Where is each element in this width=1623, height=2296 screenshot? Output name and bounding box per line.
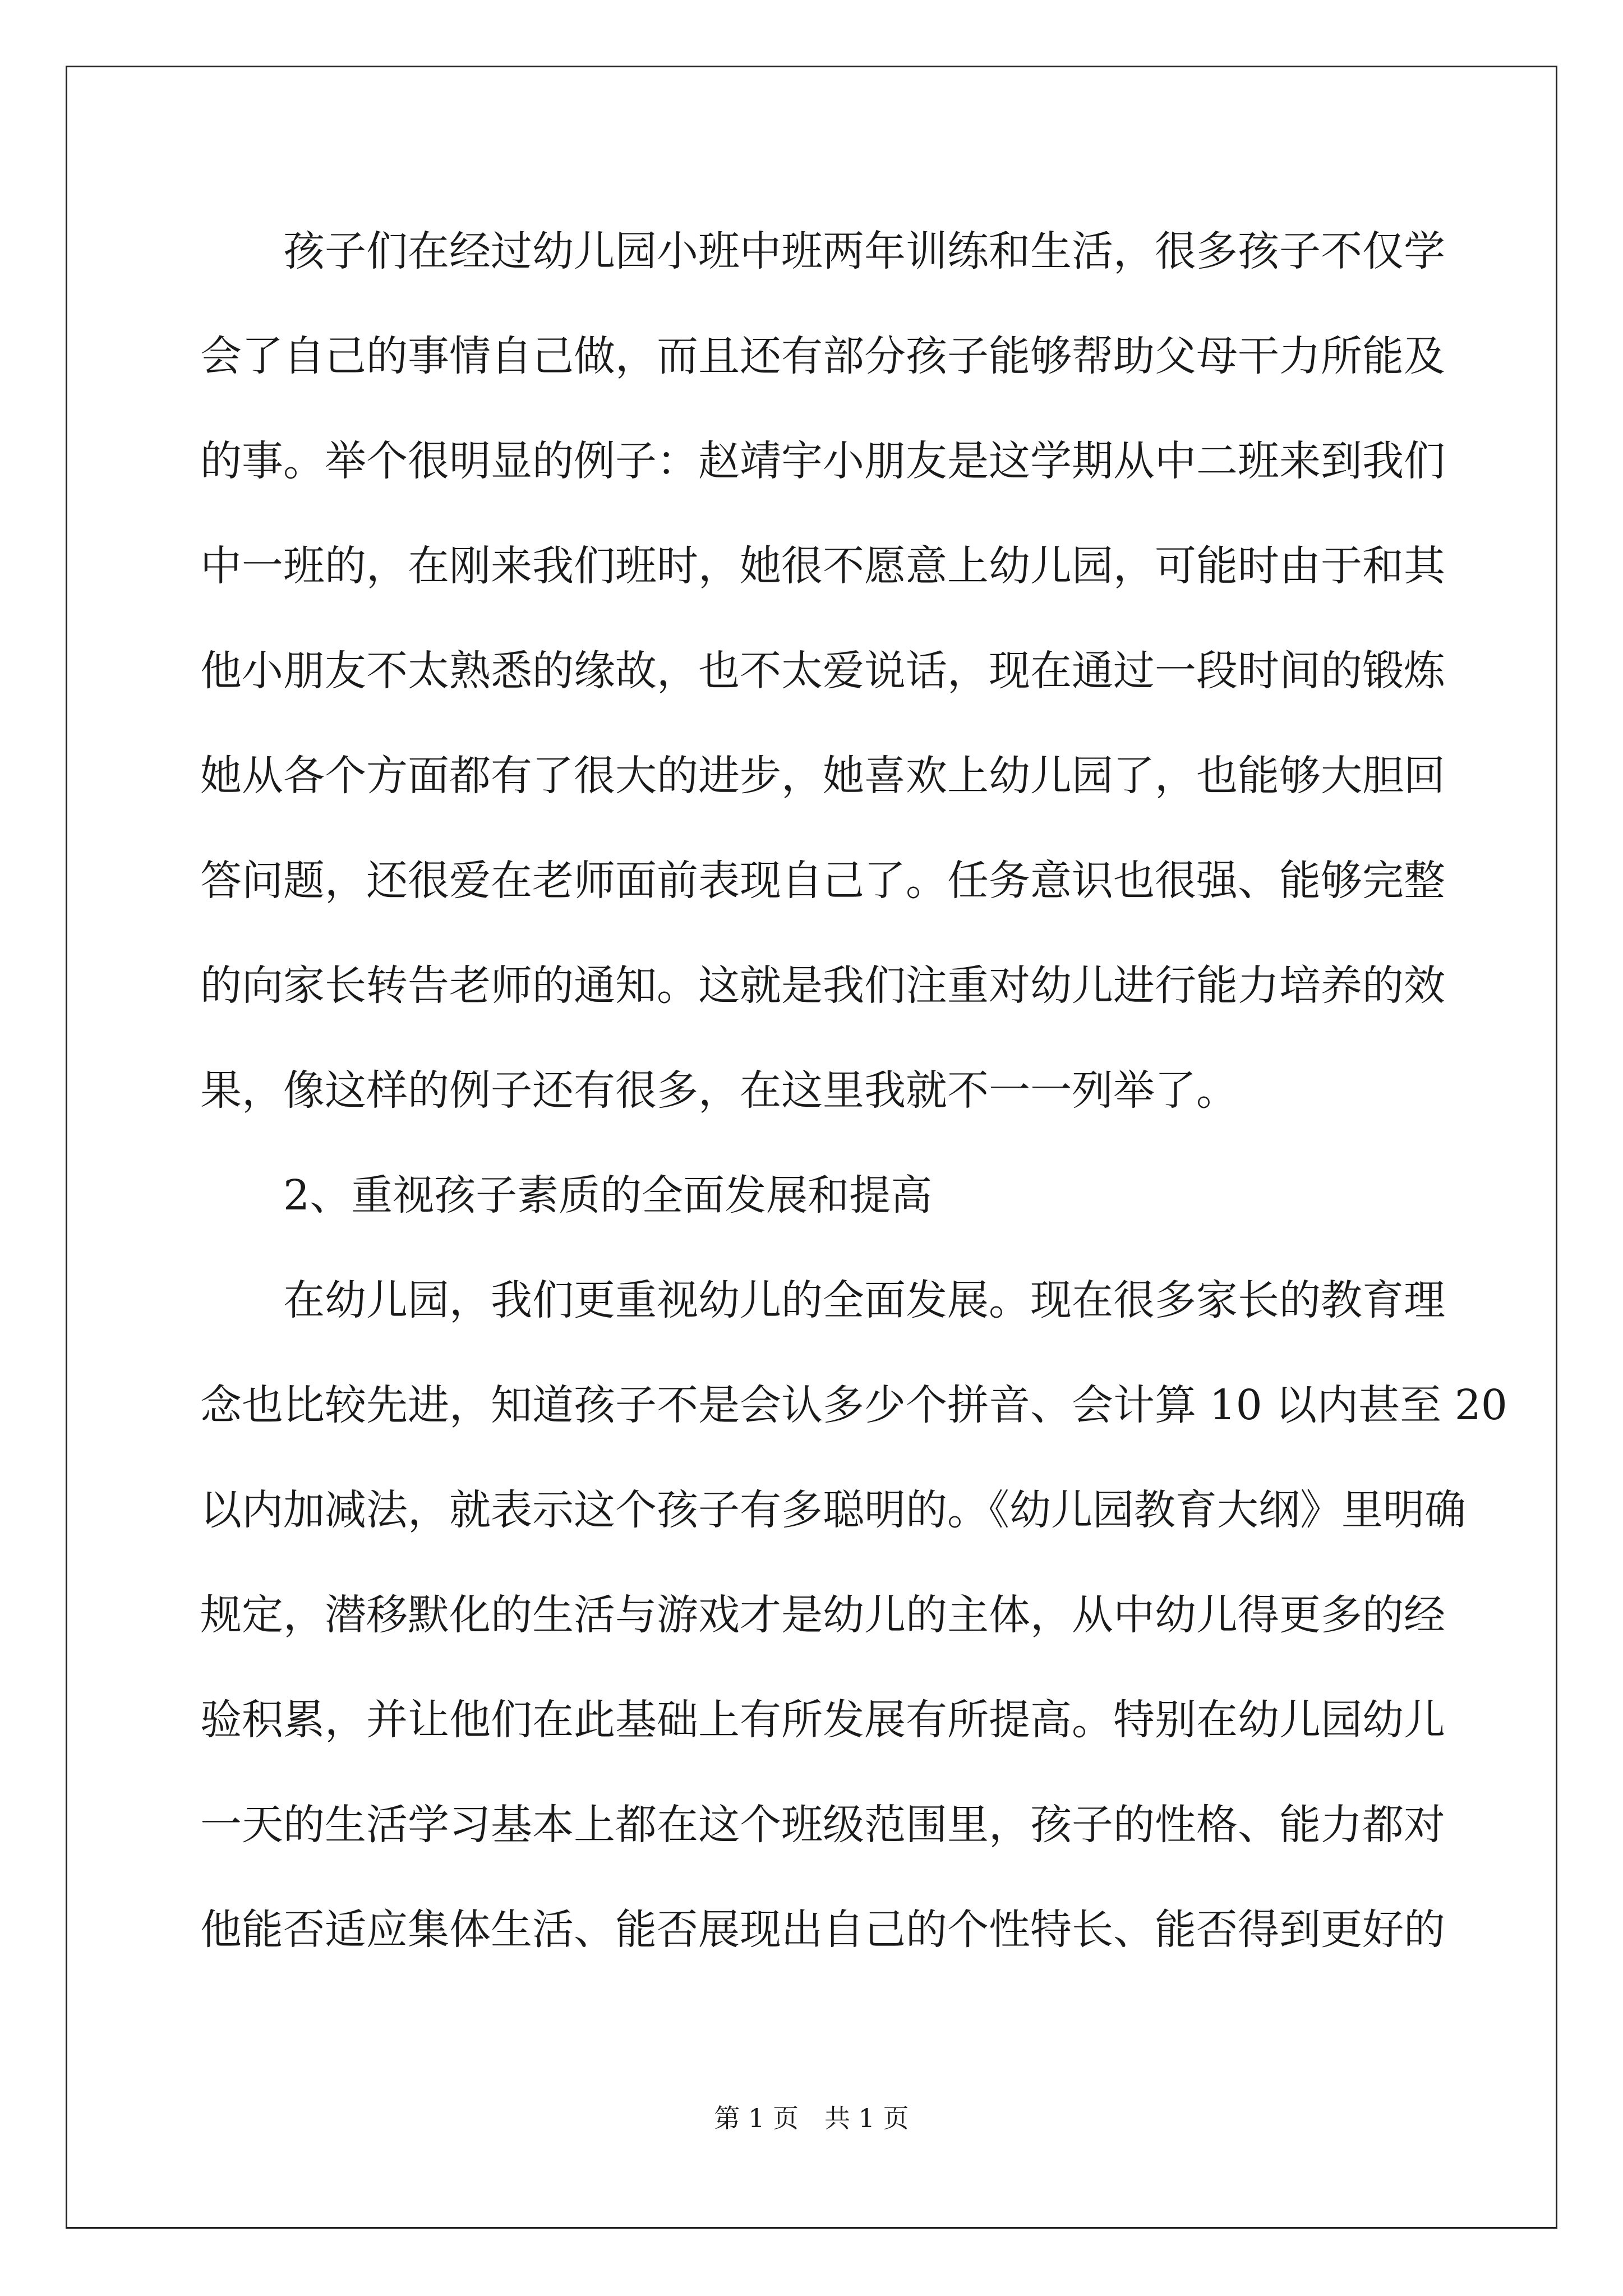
text-line: 她从各个方面都有了很大的进步，她喜欢上幼儿园了，也能够大胆回 — [200, 752, 1445, 800]
text-line: 验积累，并让他们在此基础上有所发展有所提高。特别在幼儿园幼儿 — [200, 1696, 1445, 1744]
page-number-footer: 第 1 页 共 1 页 — [714, 2103, 909, 2133]
text-line: 他小朋友不太熟悉的缘故，也不太爱说话，现在通过一段时间的锻炼 — [200, 647, 1445, 695]
text-line: 以内加减法，就表示这个孩子有多聪明的。《幼儿园教育大纲》里明确 — [200, 1486, 1466, 1534]
text-line: 在幼儿园，我们更重视幼儿的全面发展。现在很多家长的教育理 — [283, 1276, 1445, 1324]
document-body — [200, 213, 1507, 1996]
text-line: 他能否适应集体生活、能否展现出自己的个性特长、能否得到更好的 — [200, 1906, 1445, 1954]
text-line: 孩子们在经过幼儿园小班中班两年训练和生活，很多孩子不仅学 — [283, 227, 1445, 275]
text-line: 规定，潜移默化的生活与游戏才是幼儿的主体，从中幼儿得更多的经 — [200, 1591, 1445, 1639]
text-line: 一天的生活学习基本上都在这个班级范围里，孩子的性格、能力都对 — [200, 1801, 1445, 1849]
text-line: 的事。举个很明显的例子：赵靖宇小朋友是这学期从中二班来到我们 — [200, 437, 1445, 485]
text-line: 的向家长转告老师的通知。这就是我们注重对幼儿进行能力培养的效 — [200, 961, 1445, 1010]
text-line: 果，像这样的例子还有很多，在这里我就不一一列举了。 — [200, 1066, 1238, 1115]
section-heading: 2、重视孩子素质的全面发展和提高 — [283, 1171, 933, 1220]
text-line: 中一班的，在刚来我们班时，她很不愿意上幼儿园，可能时由于和其 — [200, 542, 1445, 590]
text-line: 念也比较先进，知道孩子不是会认多少个拼音、会计算 10 以内甚至 20 — [200, 1381, 1507, 1429]
text-line: 会了自己的事情自己做，而且还有部分孩子能够帮助父母干力所能及 — [200, 332, 1445, 380]
text-line: 答问题，还很爱在老师面前表现自己了。任务意识也很强、能够完整 — [200, 857, 1445, 905]
